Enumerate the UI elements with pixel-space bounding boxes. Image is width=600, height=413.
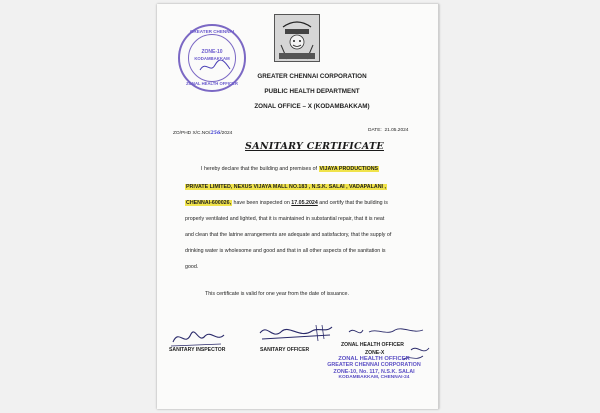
body-line-4: properly ventilated and lighted, that it is maintained in substantial repair, that it is neat [185,216,385,222]
zonal-office-stamp [327,356,421,396]
body-text: I hereby declare that the building and premises of [201,166,318,172]
sanitary-inspector-label: SANITARY INSPECTOR [169,347,226,353]
corporation-emblem [274,14,320,62]
stamp-line-1: ZONAL HEALTH OFFICER [338,356,410,362]
zonal-health-officer-label: ZONAL HEALTH OFFICER [341,342,404,348]
date-label: DATE: [368,128,382,133]
body-line-7: good. [185,264,199,270]
body-line-6: drinking water is wholesome and good and that in all other aspects of the sanitation is [185,248,386,254]
address-highlight: PRIVATE LIMITED, NEXUS VIJAYA MALL NO.183 , N.S.K. SALAI , VADAPALANI , [186,184,386,190]
zone-x-label: ZONE-X [365,350,385,356]
body-line-3 [185,198,435,209]
sanitary-officer-label: SANITARY OFFICER [260,347,310,353]
company-name-highlight: VIJAYA PRODUCTIONS [319,166,379,172]
body-line-1 [201,164,379,175]
pincode-highlight: CHENNAI-600026, [186,200,232,206]
seal-ring-top: GREATER CHENNAI [189,29,235,34]
stamp-line-4: KODAMBAKKAM, CHENNAI-24 [338,375,410,381]
stamp-line-3: ZONE-10, No. 117, N.S.K. SALAI [333,368,415,375]
seal-inner-line1: ZONE-10 [201,49,223,55]
certificate-page [157,4,439,409]
certificate-title: SANITARY CERTIFICATE [245,141,384,152]
ref-suffix: /2024 [220,131,233,136]
date-field [368,125,408,136]
ref-prefix: ZO/PHD X/C.NO/ [173,131,211,136]
reference-number [173,128,232,139]
body-text: and certify that the building is [319,200,388,206]
body-text: have been inspected on [233,200,290,206]
header-line-3: ZONAL OFFICE – X (KODAMBAKKAM) [254,103,370,110]
seal-ring-bottom: ZONAL HEALTH OFFICER [186,81,238,86]
body-line-5: and clean that the latrine arrangements are adequate and satisfactory, that the supply of [185,232,392,238]
stamp-line-2: GREATER CHENNAI CORPORATION [327,362,421,369]
validity-note: This certificate is valid for one year from the date of issuance. [205,291,349,297]
officer-signature [256,321,336,347]
header-line-2: PUBLIC HEALTH DEPARTMENT [264,88,360,95]
header-line-1: GREATER CHENNAI CORPORATION [257,73,367,80]
seal-inner-line2: KODAMBAKKAM [194,56,230,61]
ref-handwritten-number: 256 [210,130,221,136]
inspection-date: 17.05.2024 [291,200,318,206]
date-value: 21.05.2024 [384,128,409,133]
body-line-2 [185,182,435,193]
